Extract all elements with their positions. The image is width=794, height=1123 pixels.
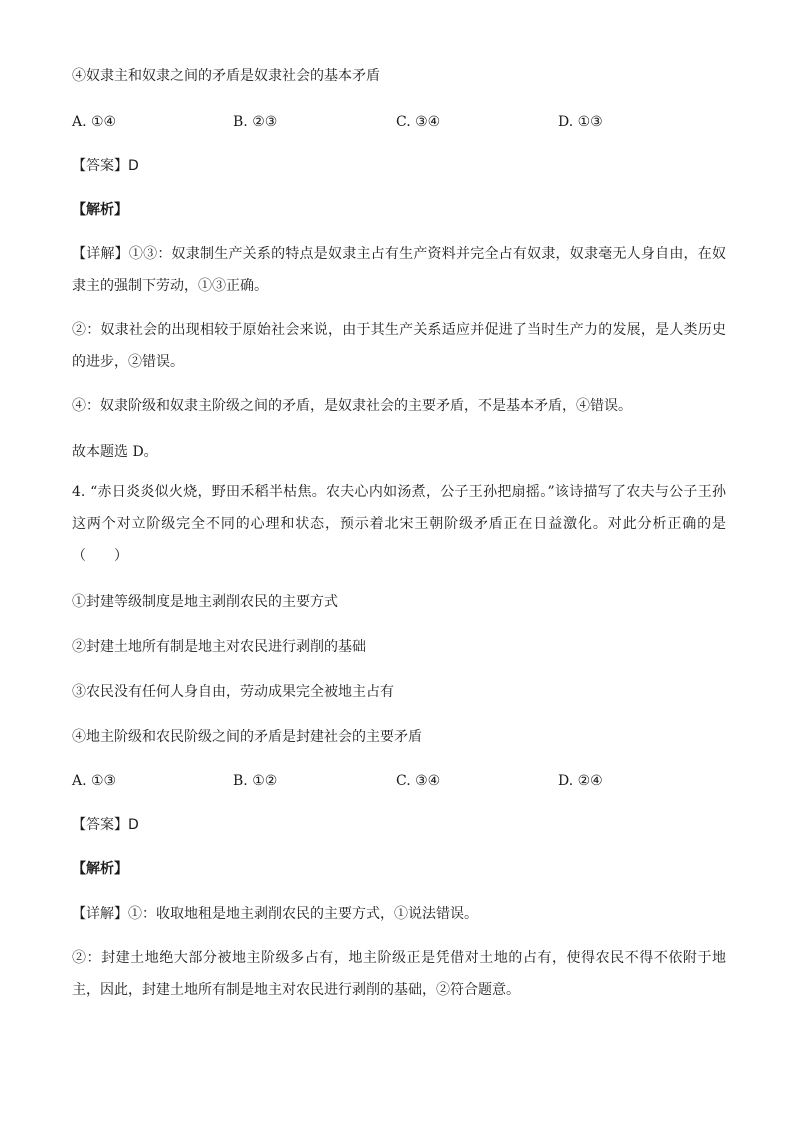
- q4-option-d: D. ②④: [558, 773, 603, 789]
- q3-option-a: A. ①④: [72, 114, 117, 130]
- q4-options: [72, 771, 732, 791]
- q4-detail-2: ②：封建土地绝大部分被地主阶级多占有，地主阶级正是凭借对土地的占有，使得农民不得不依附于地主，因此，封建土地所有制是地主对农民进行剥削的基础，②符合题意。: [72, 950, 726, 998]
- q4-item-2: ②封建土地所有制是地主对农民进行剥削的基础: [72, 639, 366, 655]
- q4-option-a: A. ①③: [72, 773, 117, 789]
- q3-answer: 【答案】D: [72, 158, 139, 174]
- q4-answer: 【答案】D: [72, 817, 139, 833]
- q4-item-4: ④地主阶级和农民阶级之间的矛盾是封建社会的主要矛盾: [72, 729, 422, 745]
- q4-stem: 4. “赤日炎炎似火烧，野田禾稻半枯焦。农夫心内如汤煮，公子王孙把扇摇。”该诗描写了农夫与公子王孙这两个对立阶级完全不同的心理和状态，预示着北宋王朝阶级矛盾正在日益激化。对此分析正确的是（ ）: [72, 484, 726, 564]
- q4-detail-1: 【详解】①：收取地租是地主剥削农民的主要方式，①说法错误。: [72, 906, 478, 922]
- q4-analysis-heading: 【解析】: [72, 861, 128, 877]
- q3-option-d: D. ①③: [558, 114, 603, 130]
- q3-detail-1: 【详解】①③：奴隶制生产关系的特点是奴隶主占有生产资料并完全占有奴隶，奴隶毫无人身自由，在奴隶主的强制下劳动，①③正确。: [72, 246, 726, 294]
- q3-detail-2: ②：奴隶社会的出现相较于原始社会来说，由于其生产关系适应并促进了当时生产力的发展，是人类历史的进步，②错误。: [72, 322, 726, 370]
- q3-analysis-heading: 【解析】: [72, 202, 128, 218]
- q3-conclusion: 故本题选 D。: [72, 444, 158, 460]
- q4-option-b: B. ①②: [233, 773, 278, 789]
- q4-item-1: ①封建等级制度是地主剥削农民的主要方式: [72, 594, 338, 610]
- q4-item-3: ③农民没有任何人身自由，劳动成果完全被地主占有: [72, 684, 394, 700]
- q3-option-b: B. ②③: [233, 114, 278, 130]
- q3-options: [72, 112, 732, 132]
- q3-item-4: ④奴隶主和奴隶之间的矛盾是奴隶社会的基本矛盾: [72, 68, 380, 84]
- q3-detail-3: ④：奴隶阶级和奴隶主阶级之间的矛盾，是奴隶社会的主要矛盾，不是基本矛盾，④错误。: [72, 398, 632, 414]
- q4-option-c: C. ③④: [396, 773, 441, 789]
- q3-option-c: C. ③④: [396, 114, 441, 130]
